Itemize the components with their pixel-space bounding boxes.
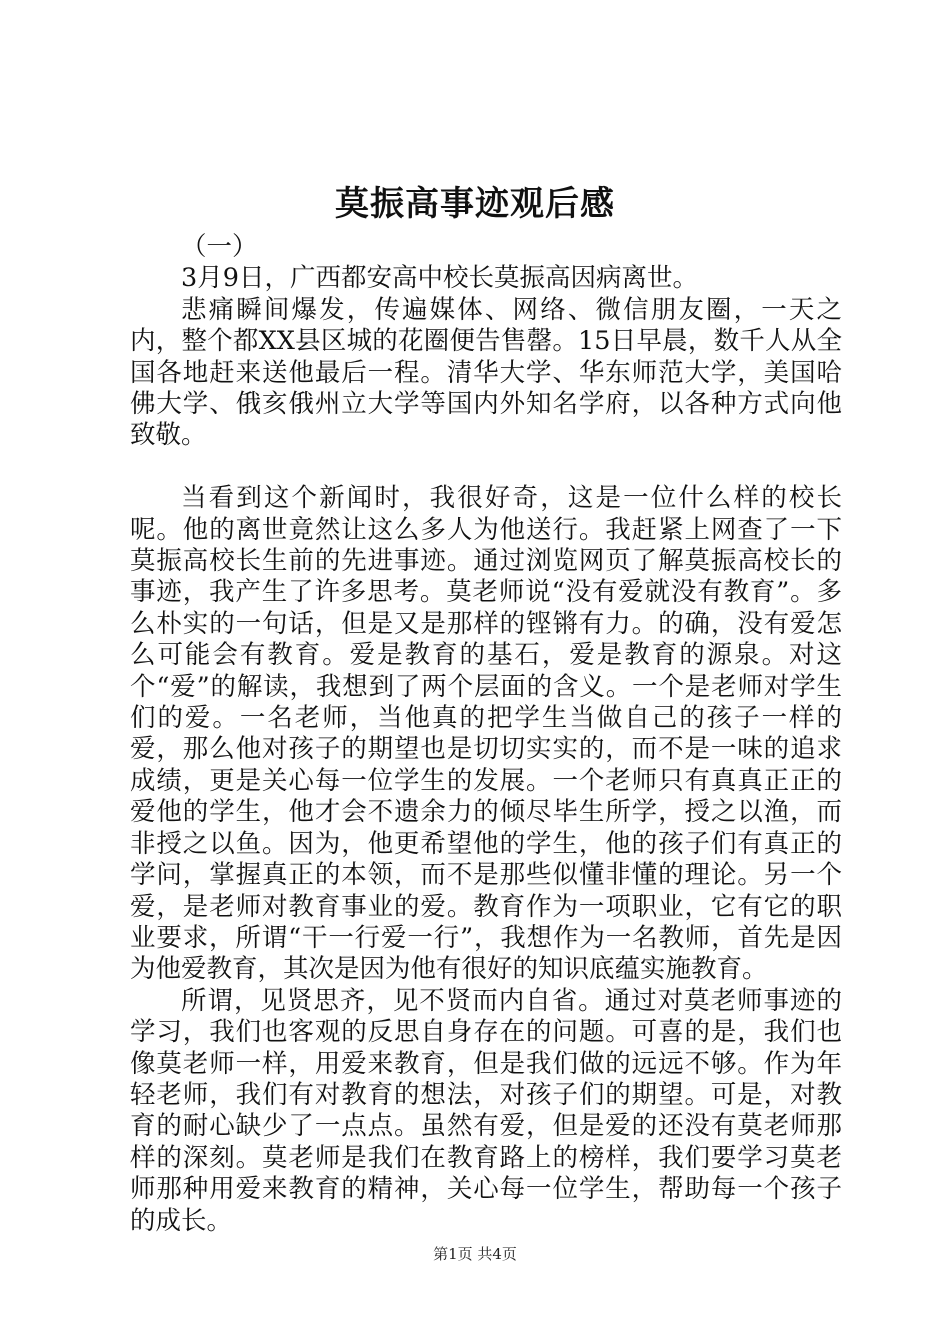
paragraph-news-date: 3月9日，广西都安高中校长莫振高因病离世。 <box>181 263 698 294</box>
page-footer: 第1页 共4页 <box>433 1245 517 1263</box>
section-number: （一） <box>181 232 258 262</box>
paragraph-mourning: 悲痛瞬间爆发，传遍媒体、网络、微信朋友圈，一天之内，整个都XX县区城的花圈便告售罄。15日早晨，数千人从全国各地赶来送他最后一程。清华大学、华东师范大学，美国哈佛大学、俄亥俄州立大学等国内外知名学府，以各种方式向他致敬。 <box>130 294 842 451</box>
document-title: 莫振高事迹观后感 <box>335 184 615 224</box>
paragraph-reflection: 当看到这个新闻时，我很好奇，这是一位什么样的校长呢。他的离世竟然让这么多人为他送行。我赶紧上网查了一下莫振高校长生前的先进事迹。通过浏览网页了解莫振高校长的事迹，我产生了许多思考。莫老师说“没有爱就没有教育”。多么朴实的一句话，但是又是那样的铿锵有力。的确，没有爱怎么可能会有教育。爱是教育的基石，爱是教育的源泉。对这个“爱”的解读，我想到了两个层面的含义。一个是老师对学生们的爱。一名老师，当他真的把学生当做自己的孩子一样的爱，那么他对孩子的期望也是切切实实的，而不是一味的追求成绩，更是关心每一位学生的发展。一个老师只有真真正正的爱他的学生，他才会不遗余力的倾尽毕生所学，授之以渔，而非授之以鱼。因为，他更希望他的学生，他的孩子们有真正的学问，掌握真正的本领，而不是那些似懂非懂的理论。另一个爱，是老师对教育事业的爱。教育作为一项职业，它有它的职业要求，所谓“干一行爱一行”，我想作为一名教师，首先是因为他爱教育，其次是因为他有很好的知识底蕴实施教育。 <box>130 483 842 985</box>
paragraph-self-examination: 所谓，见贤思齐，见不贤而内自省。通过对莫老师事迹的学习，我们也客观的反思自身存在的问题。可喜的是，我们也像莫老师一样，用爱来教育，但是我们做的远远不够。作为年轻老师，我们有对教育的想法，对孩子们的期望。可是，对教育的耐心缺少了一点点。虽然有爱，但是爱的还没有莫老师那样的深刻。莫老师是我们在教育路上的榜样，我们要学习莫老师那种用爱来教育的精神，关心每一位学生，帮助每一个孩子的成长。 <box>130 985 842 1236</box>
document-body <box>130 232 842 1237</box>
